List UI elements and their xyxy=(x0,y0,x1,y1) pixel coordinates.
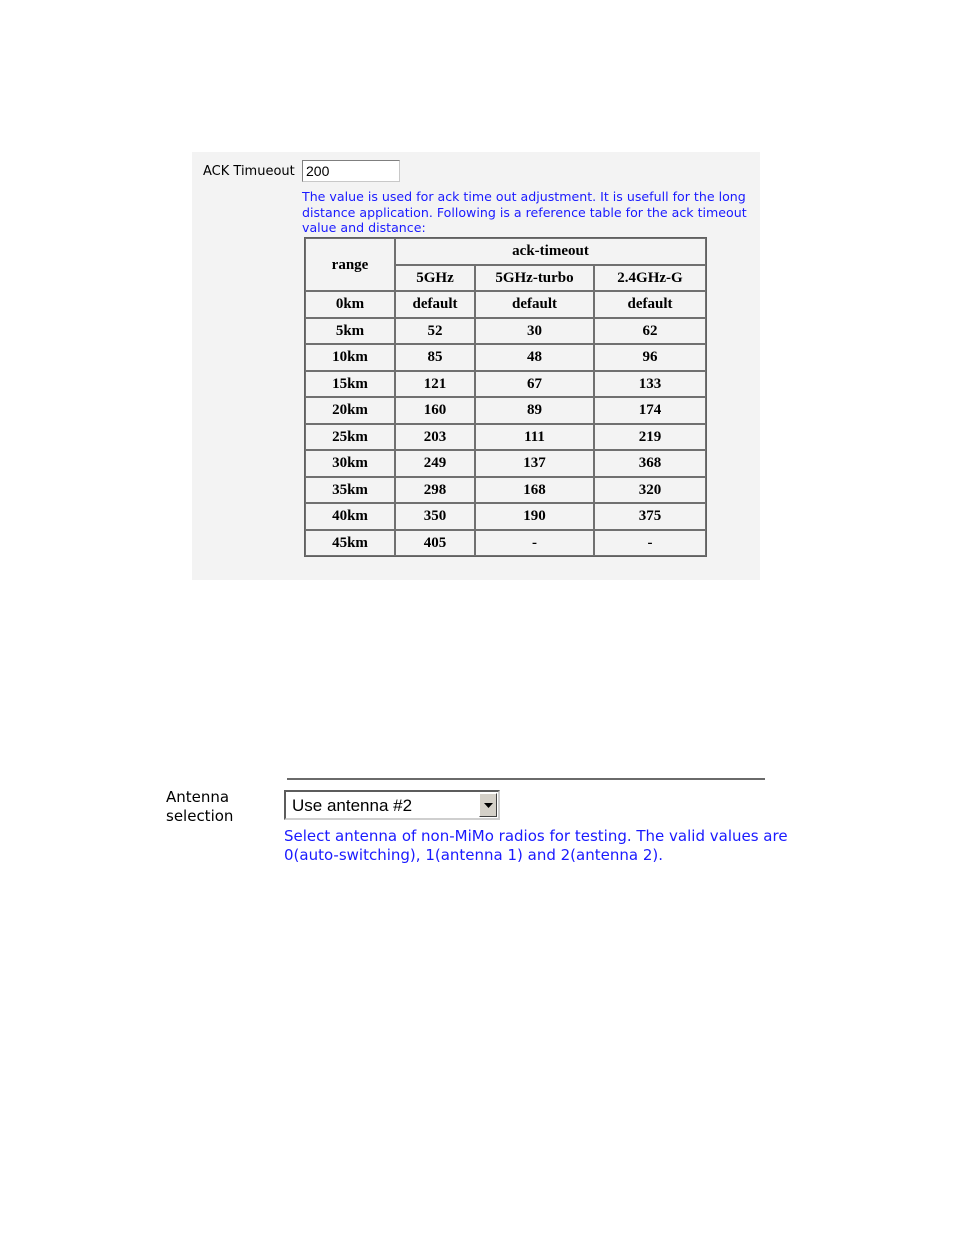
range-cell: 15km xyxy=(305,371,395,398)
antenna-select[interactable] xyxy=(284,790,500,820)
value-2-4ghz-g-cell: 320 xyxy=(594,477,706,504)
ack-timeout-group-header: ack-timeout xyxy=(395,238,706,265)
value-5ghz-cell: default xyxy=(395,291,475,318)
value-2-4ghz-g-cell: 368 xyxy=(594,450,706,477)
antenna-select-value: Use antenna #2 xyxy=(292,796,413,815)
range-cell: 10km xyxy=(305,344,395,371)
range-cell: 40km xyxy=(305,503,395,530)
chevron-down-icon xyxy=(484,803,493,808)
range-cell: 20km xyxy=(305,397,395,424)
range-cell: 30km xyxy=(305,450,395,477)
table-row xyxy=(305,424,706,451)
antenna-selection-label: Antenna selection xyxy=(166,788,234,825)
value-5ghz-cell: 52 xyxy=(395,318,475,345)
value-5ghz-turbo-cell: - xyxy=(475,530,594,557)
value-2-4ghz-g-cell: 133 xyxy=(594,371,706,398)
table-row xyxy=(305,503,706,530)
value-5ghz-cell: 160 xyxy=(395,397,475,424)
value-5ghz-turbo-cell: 137 xyxy=(475,450,594,477)
table-row xyxy=(305,530,706,557)
column-header-5ghz: 5GHz xyxy=(395,265,475,292)
value-5ghz-turbo-cell: 30 xyxy=(475,318,594,345)
range-cell: 45km xyxy=(305,530,395,557)
table-row xyxy=(305,397,706,424)
section-divider xyxy=(287,778,765,780)
value-5ghz-turbo-cell: 67 xyxy=(475,371,594,398)
table-row xyxy=(305,371,706,398)
value-5ghz-cell: 203 xyxy=(395,424,475,451)
table-row xyxy=(305,450,706,477)
range-cell: 25km xyxy=(305,424,395,451)
value-2-4ghz-g-cell: 174 xyxy=(594,397,706,424)
value-5ghz-cell: 85 xyxy=(395,344,475,371)
value-5ghz-cell: 405 xyxy=(395,530,475,557)
value-5ghz-cell: 121 xyxy=(395,371,475,398)
ack-timeout-table xyxy=(304,237,707,557)
table-row xyxy=(305,477,706,504)
value-2-4ghz-g-cell: 62 xyxy=(594,318,706,345)
value-2-4ghz-g-cell: default xyxy=(594,291,706,318)
value-5ghz-cell: 350 xyxy=(395,503,475,530)
value-5ghz-turbo-cell: default xyxy=(475,291,594,318)
value-2-4ghz-g-cell: 96 xyxy=(594,344,706,371)
value-5ghz-turbo-cell: 48 xyxy=(475,344,594,371)
dropdown-button[interactable] xyxy=(479,793,497,817)
table-row xyxy=(305,344,706,371)
range-header: range xyxy=(305,238,395,291)
table-row xyxy=(305,291,706,318)
ack-timeout-input[interactable] xyxy=(302,160,400,182)
value-5ghz-cell: 298 xyxy=(395,477,475,504)
ack-timeout-label: ACK Timueout xyxy=(203,164,295,179)
value-5ghz-turbo-cell: 190 xyxy=(475,503,594,530)
table-row xyxy=(305,318,706,345)
ack-timeout-help: The value is used for ack time out adjustment. It is usefull for the long distance application. Following is a reference table for the ack timeout value and distance: xyxy=(302,189,747,235)
range-cell: 35km xyxy=(305,477,395,504)
table-header-row xyxy=(305,238,706,265)
column-header-2-4ghz-g: 2.4GHz-G xyxy=(594,265,706,292)
value-5ghz-cell: 249 xyxy=(395,450,475,477)
value-2-4ghz-g-cell: 219 xyxy=(594,424,706,451)
range-cell: 0km xyxy=(305,291,395,318)
range-cell: 5km xyxy=(305,318,395,345)
value-2-4ghz-g-cell: - xyxy=(594,530,706,557)
value-2-4ghz-g-cell: 375 xyxy=(594,503,706,530)
value-5ghz-turbo-cell: 168 xyxy=(475,477,594,504)
antenna-selection-help: Select antenna of non-MiMo radios for testing. The valid values are 0(auto-switching), 1(antenna 1) and 2(antenna 2). xyxy=(284,827,788,864)
column-header-5ghz-turbo: 5GHz-turbo xyxy=(475,265,594,292)
value-5ghz-turbo-cell: 89 xyxy=(475,397,594,424)
value-5ghz-turbo-cell: 111 xyxy=(475,424,594,451)
